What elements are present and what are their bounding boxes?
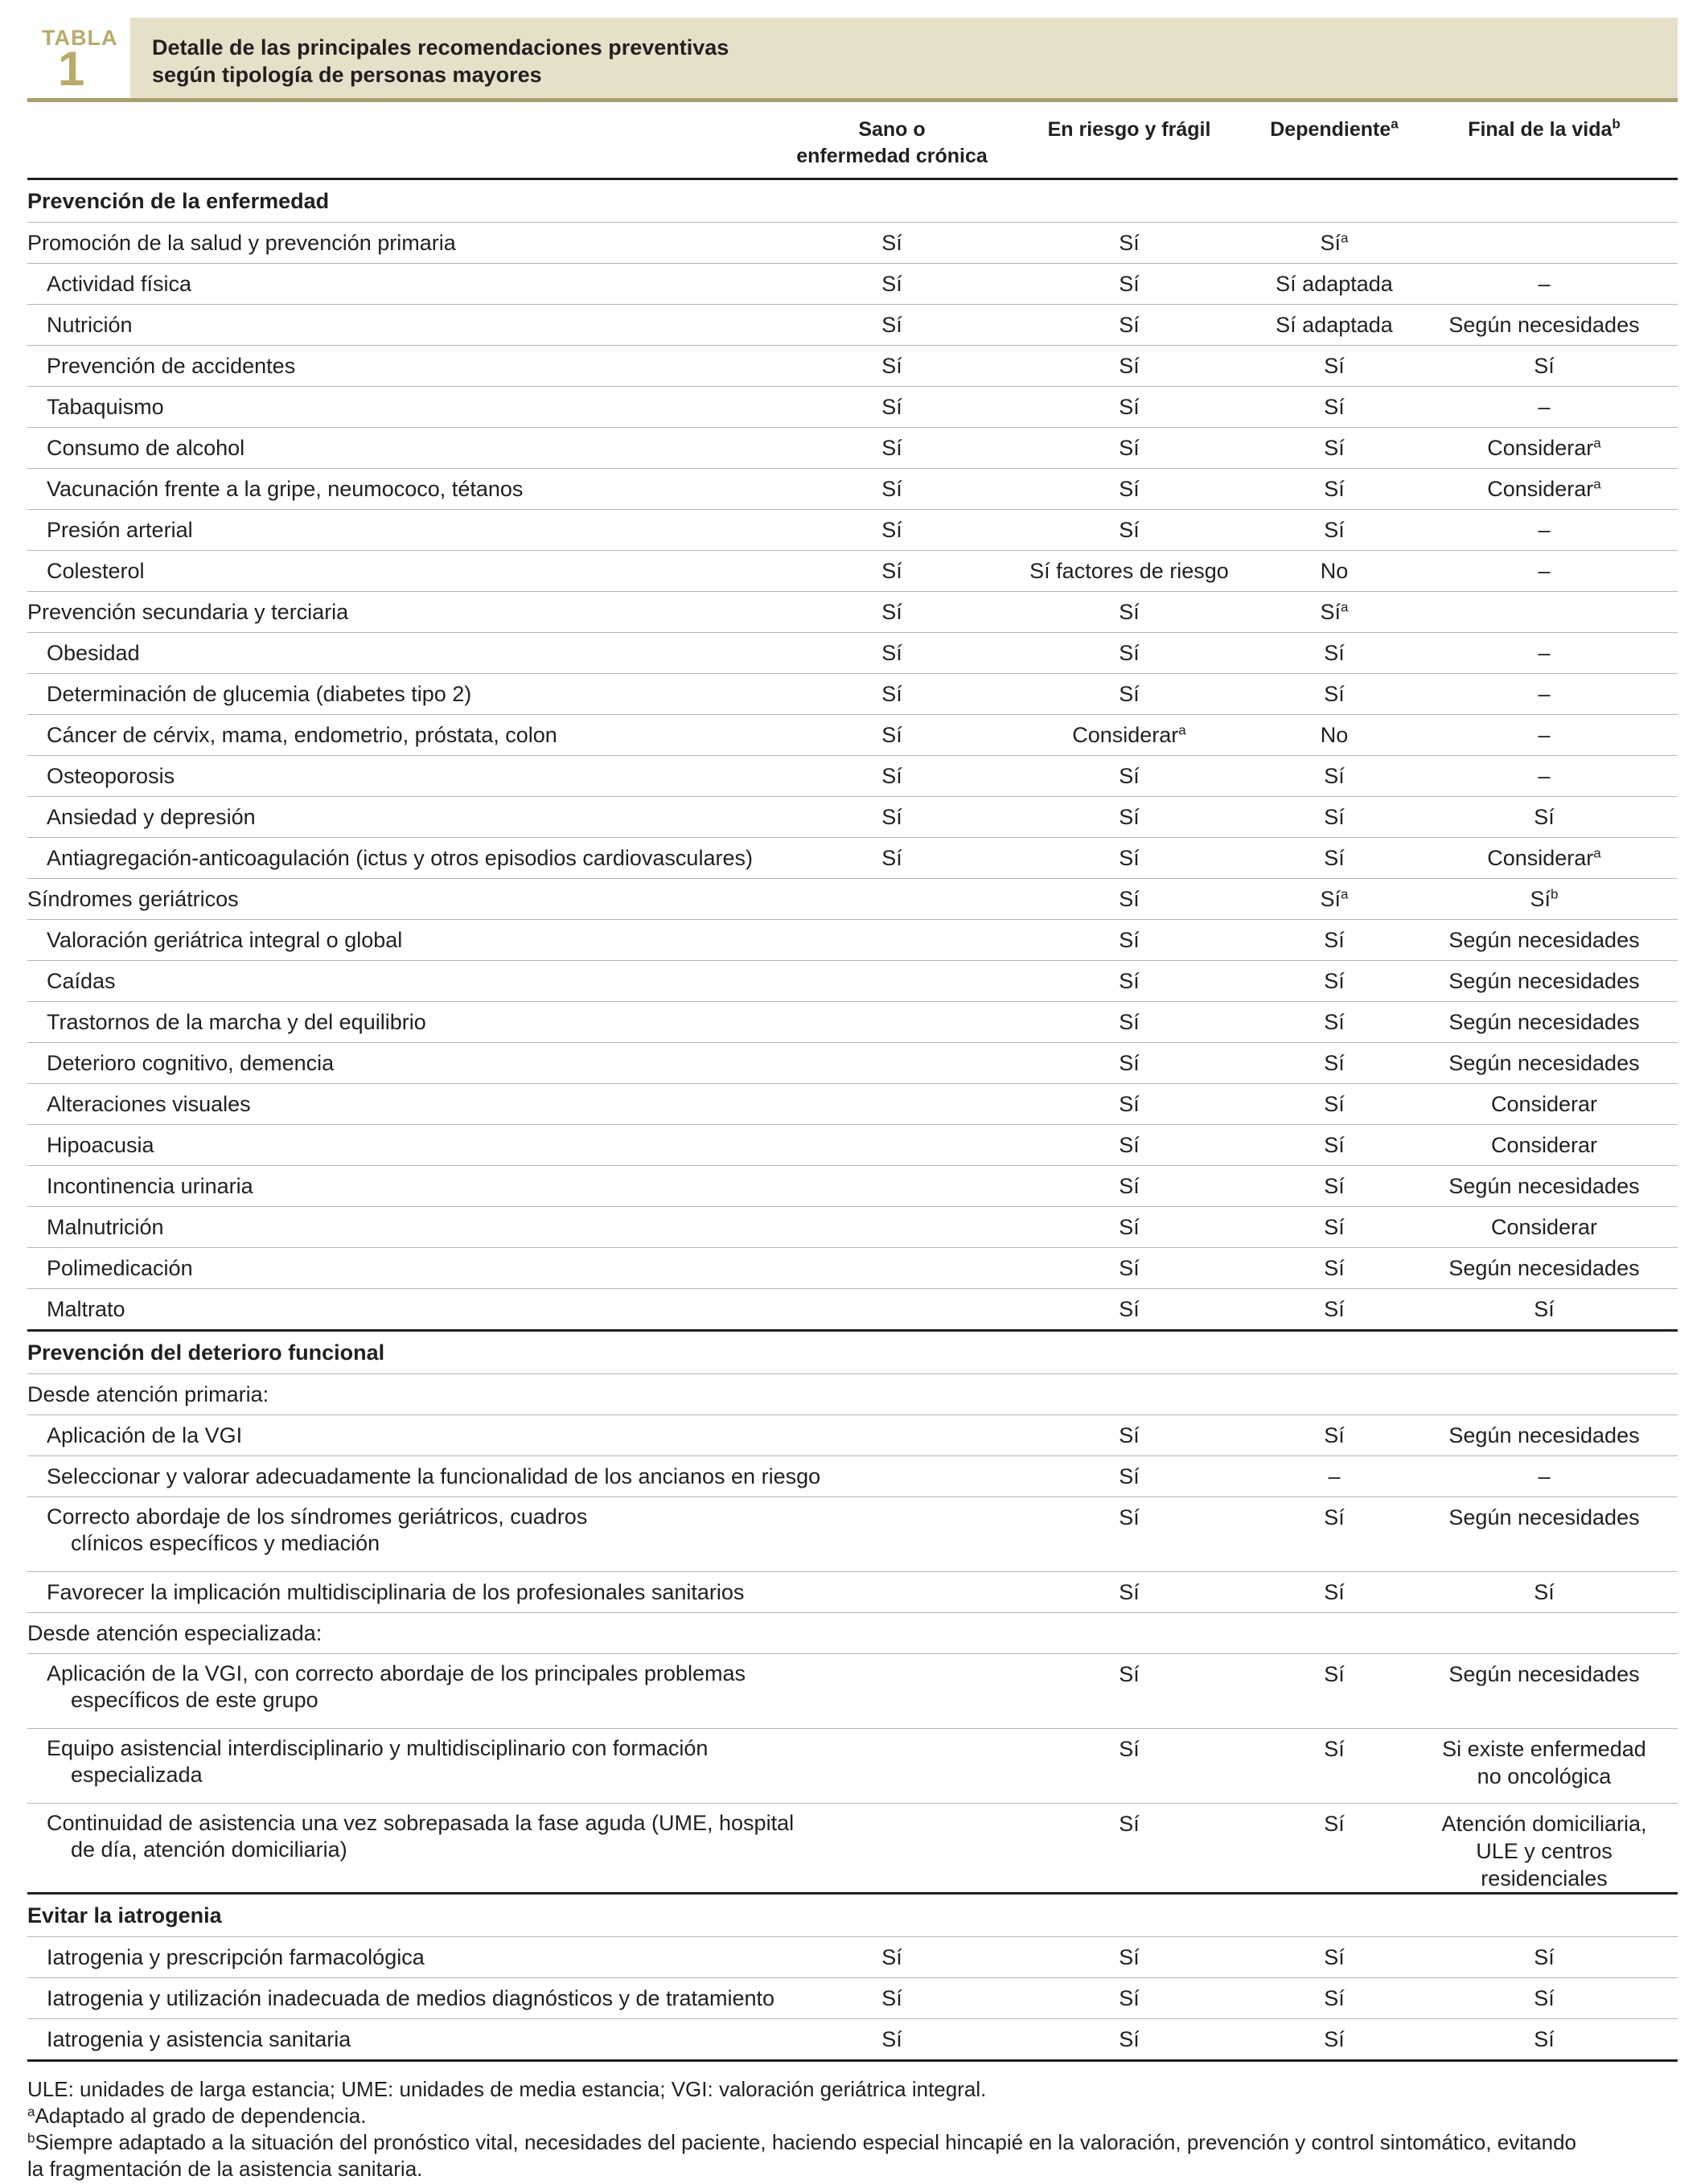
- table-row: [27, 387, 1678, 428]
- row-label: Obesidad: [27, 633, 783, 674]
- cell-dependiente: Sí: [1258, 469, 1411, 510]
- cell-riesgo: Sí: [1000, 1654, 1258, 1729]
- cell-riesgo: Sí: [1000, 469, 1258, 510]
- cell-final: Según necesidades: [1411, 1654, 1678, 1729]
- row-label: Equipo asistencial interdisciplinario y multidisciplinario con formación especializada: [27, 1729, 783, 1804]
- cell-sano: [783, 961, 1000, 1002]
- cell-dependiente: $Sí^a$: [1258, 592, 1411, 633]
- cell-sano: Sí: [783, 428, 1000, 469]
- table-row: [27, 264, 1678, 305]
- cell-sano: Sí: [783, 2019, 1000, 2061]
- footnote-a: $^a$Adaptado al grado de dependencia.: [27, 2104, 367, 2128]
- row-label: Caídas: [27, 961, 783, 1002]
- section-row: [27, 179, 1678, 223]
- cell-final: –: [1411, 756, 1678, 797]
- row-label: Iatrogenia y prescripción farmacológica: [27, 1937, 783, 1978]
- cell-riesgo: Sí: [1000, 1456, 1258, 1497]
- row-label: Determinación de glucemia (diabetes tipo 2): [27, 674, 783, 715]
- table-row: [27, 1415, 1678, 1456]
- table-row: [27, 305, 1678, 346]
- cell-final: Considerar$^a$: [1411, 428, 1678, 469]
- table-row: [27, 2019, 1678, 2061]
- table-row: [27, 797, 1678, 838]
- cell-riesgo: Sí: [1000, 592, 1258, 633]
- row-label: Seleccionar y valorar adecuadamente la funcionalidad de los ancianos en riesgo: [27, 1456, 783, 1497]
- row-label: Alteraciones visuales: [27, 1084, 783, 1125]
- cell-final: Sí: [1411, 346, 1678, 387]
- cell-riesgo: Sí factores de riesgo: [1000, 551, 1258, 592]
- cell-dependiente: Sí: [1258, 1572, 1411, 1613]
- cell-riesgo: Sí: [1000, 1166, 1258, 1207]
- cell-riesgo: Sí: [1000, 633, 1258, 674]
- table-row: [27, 838, 1678, 879]
- cell-sano: Sí: [783, 223, 1000, 264]
- cell-dependiente: Sí: [1258, 1415, 1411, 1456]
- row-label: Antiagregación-anticoagulación (ictus y otros episodios cardiovasculares): [27, 838, 783, 879]
- row-label: Polimedicación: [27, 1248, 783, 1289]
- cell-dependiente: Sí: [1258, 1978, 1411, 2019]
- cell-sano: [783, 1804, 1000, 1894]
- row-label: Valoración geriátrica integral o global: [27, 920, 783, 961]
- row-label: Prevención secundaria y terciaria: [27, 592, 783, 633]
- cell-dependiente: Sí: [1258, 633, 1411, 674]
- cell-dependiente: Sí: [1258, 838, 1411, 879]
- row-label: Síndromes geriátricos: [27, 879, 783, 920]
- cell-final: Según necesidades: [1411, 1166, 1678, 1207]
- row-label: Trastornos de la marcha y del equilibrio: [27, 1002, 783, 1043]
- section-row: [27, 1894, 1678, 1937]
- row-label: Iatrogenia y utilización inadecuada de medios diagnósticos y de tratamiento: [27, 1978, 783, 2019]
- cell-dependiente: Sí adaptada: [1258, 264, 1411, 305]
- cell-riesgo: Sí: [1000, 756, 1258, 797]
- cell-final: Según necesidades: [1411, 1415, 1678, 1456]
- cell-dependiente: Sí: [1258, 1043, 1411, 1084]
- cell-riesgo: Sí: [1000, 428, 1258, 469]
- cell-riesgo: Sí: [1000, 879, 1258, 920]
- row-label: Maltrato: [27, 1289, 783, 1331]
- cell-sano: Sí: [783, 715, 1000, 756]
- cell-dependiente: –: [1258, 1456, 1411, 1497]
- footnote-abbreviations: ULE: unidades de larga estancia; UME: unidades de media estancia; VGI: valoración geriátrica integral.: [27, 2077, 987, 2101]
- table-body: [27, 179, 1678, 2061]
- cell-sano: Sí: [783, 797, 1000, 838]
- cell-final: –: [1411, 715, 1678, 756]
- cell-final: Sí: [1411, 797, 1678, 838]
- section-row: [27, 1331, 1678, 1374]
- cell-final: –: [1411, 674, 1678, 715]
- cell-sano: [783, 1497, 1000, 1572]
- row-label: Continuidad de asistencia una vez sobrepasada la fase aguda (UME, hospital de día, atención domiciliaria): [27, 1804, 783, 1894]
- table-row: [27, 961, 1678, 1002]
- cell-dependiente: Sí: [1258, 1937, 1411, 1978]
- cell-sano: [783, 1125, 1000, 1166]
- cell-riesgo: Sí: [1000, 797, 1258, 838]
- cell-sano: [783, 1043, 1000, 1084]
- table-row: [27, 633, 1678, 674]
- cell-dependiente: Sí: [1258, 756, 1411, 797]
- cell-dependiente: No: [1258, 551, 1411, 592]
- cell-dependiente: No: [1258, 715, 1411, 756]
- cell-sano: [783, 1207, 1000, 1248]
- row-label: Aplicación de la VGI: [27, 1415, 783, 1456]
- cell-riesgo: Sí: [1000, 1497, 1258, 1572]
- subsection-title: Desde atención especializada:: [27, 1613, 1678, 1654]
- cell-riesgo: Sí: [1000, 1125, 1258, 1166]
- cell-dependiente: Sí: [1258, 1804, 1411, 1894]
- cell-dependiente: Sí: [1258, 1729, 1411, 1804]
- cell-dependiente: Sí: [1258, 797, 1411, 838]
- cell-dependiente: Sí: [1258, 920, 1411, 961]
- cell-dependiente: Sí adaptada: [1258, 305, 1411, 346]
- cell-sano: [783, 1166, 1000, 1207]
- cell-sano: [783, 1729, 1000, 1804]
- table-title-line-2: según tipología de personas mayores: [152, 63, 542, 87]
- row-label: Incontinencia urinaria: [27, 1166, 783, 1207]
- table-row: [27, 551, 1678, 592]
- row-label: Hipoacusia: [27, 1125, 783, 1166]
- cell-sano: Sí: [783, 305, 1000, 346]
- cell-final: Según necesidades: [1411, 1497, 1678, 1572]
- cell-riesgo: Sí: [1000, 1729, 1258, 1804]
- cell-sano: [783, 1654, 1000, 1729]
- cell-dependiente: Sí: [1258, 1497, 1411, 1572]
- cell-final: Considerar: [1411, 1125, 1678, 1166]
- table-row: [27, 1804, 1678, 1894]
- cell-sano: [783, 1248, 1000, 1289]
- cell-dependiente: Sí: [1258, 1207, 1411, 1248]
- table-row: [27, 1248, 1678, 1289]
- table-label-number: 1: [58, 42, 85, 96]
- cell-riesgo: Sí: [1000, 1248, 1258, 1289]
- cell-final: Según necesidades: [1411, 961, 1678, 1002]
- cell-final: Sí: [1411, 1937, 1678, 1978]
- table-row: [27, 674, 1678, 715]
- cell-final: –: [1411, 510, 1678, 551]
- cell-sano: Sí: [783, 469, 1000, 510]
- table-title-line-1: Detalle de las principales recomendaciones preventivas: [152, 35, 729, 60]
- row-label: Consumo de alcohol: [27, 428, 783, 469]
- cell-dependiente: Sí: [1258, 961, 1411, 1002]
- section-title: Prevención del deterioro funcional: [27, 1331, 1678, 1374]
- table-row: [27, 1289, 1678, 1331]
- row-label: Vacunación frente a la gripe, neumococo, tétanos: [27, 469, 783, 510]
- cell-dependiente: Sí: [1258, 1248, 1411, 1289]
- cell-riesgo: Sí: [1000, 264, 1258, 305]
- row-label: Aplicación de la VGI, con correcto abordaje de los principales problemas específicos de este grupo: [27, 1654, 783, 1729]
- cell-riesgo: Sí: [1000, 305, 1258, 346]
- cell-riesgo: Sí: [1000, 1289, 1258, 1331]
- row-label: Ansiedad y depresión: [27, 797, 783, 838]
- cell-riesgo: Sí: [1000, 920, 1258, 961]
- table-row: [27, 1654, 1678, 1729]
- row-label: Cáncer de cérvix, mama, endometrio, próstata, colon: [27, 715, 783, 756]
- cell-dependiente: Sí: [1258, 1002, 1411, 1043]
- cell-riesgo: Sí: [1000, 674, 1258, 715]
- table-row: [27, 920, 1678, 961]
- row-label: Malnutrición: [27, 1207, 783, 1248]
- cell-dependiente: Sí: [1258, 1166, 1411, 1207]
- table-row: [27, 346, 1678, 387]
- cell-final: –: [1411, 1456, 1678, 1497]
- cell-final: Considerar$^a$: [1411, 469, 1678, 510]
- cell-final: Según necesidades: [1411, 920, 1678, 961]
- row-label: Colesterol: [27, 551, 783, 592]
- cell-dependiente: Sí: [1258, 510, 1411, 551]
- cell-sano: Sí: [783, 674, 1000, 715]
- table-row: [27, 1084, 1678, 1125]
- table-row: [27, 756, 1678, 797]
- table-row: [27, 1043, 1678, 1084]
- cell-sano: Sí: [783, 838, 1000, 879]
- cell-riesgo: Sí: [1000, 838, 1258, 879]
- subsection-title: Desde atención primaria:: [27, 1374, 1678, 1415]
- table-row: [27, 1125, 1678, 1166]
- row-label: Iatrogenia y asistencia sanitaria: [27, 2019, 783, 2061]
- row-label: Tabaquismo: [27, 387, 783, 428]
- cell-final: $Sí^b$: [1411, 879, 1678, 920]
- cell-final: Atención domiciliaria, ULE y centros residenciales: [1411, 1804, 1678, 1894]
- table-row: [27, 1002, 1678, 1043]
- cell-dependiente: Sí: [1258, 1084, 1411, 1125]
- cell-dependiente: $Sí^a$: [1258, 879, 1411, 920]
- table-row: [27, 1978, 1678, 2019]
- cell-sano: Sí: [783, 1978, 1000, 2019]
- table-row: [27, 469, 1678, 510]
- cell-sano: [783, 1289, 1000, 1331]
- table-page: [27, 18, 1678, 2182]
- cell-final: Si existe enfermedad no oncológica: [1411, 1729, 1678, 1804]
- table-row: [27, 879, 1678, 920]
- cell-sano: Sí: [783, 551, 1000, 592]
- cell-final: [1411, 592, 1678, 633]
- header-riesgo: En riesgo y frágil: [1000, 110, 1258, 179]
- cell-final: Sí: [1411, 1978, 1678, 2019]
- footnote-b-continued: la fragmentación de la asistencia sanitaria.: [27, 2157, 423, 2181]
- header-item: [27, 110, 783, 179]
- cell-final: Considerar$^a$: [1411, 838, 1678, 879]
- row-label: Promoción de la salud y prevención primaria: [27, 223, 783, 264]
- table-row: [27, 428, 1678, 469]
- cell-dependiente: Sí: [1258, 2019, 1411, 2061]
- cell-sano: Sí: [783, 387, 1000, 428]
- cell-dependiente: Sí: [1258, 428, 1411, 469]
- table-row: [27, 592, 1678, 633]
- cell-final: Sí: [1411, 1572, 1678, 1613]
- cell-final: Sí: [1411, 2019, 1678, 2061]
- row-label: Osteoporosis: [27, 756, 783, 797]
- table-row: [27, 1374, 1678, 1415]
- cell-final: –: [1411, 551, 1678, 592]
- cell-sano: Sí: [783, 1937, 1000, 1978]
- cell-final: Considerar: [1411, 1084, 1678, 1125]
- cell-riesgo: Sí: [1000, 1415, 1258, 1456]
- row-label: Prevención de accidentes: [27, 346, 783, 387]
- cell-dependiente: Sí: [1258, 387, 1411, 428]
- table-label-word: TABLA: [42, 26, 118, 50]
- cell-final: –: [1411, 264, 1678, 305]
- cell-sano: [783, 920, 1000, 961]
- cell-final: –: [1411, 387, 1678, 428]
- cell-riesgo: Sí: [1000, 1804, 1258, 1894]
- cell-sano: Sí: [783, 510, 1000, 551]
- cell-final: Según necesidades: [1411, 1043, 1678, 1084]
- row-label: Favorecer la implicación multidisciplinaria de los profesionales sanitarios: [27, 1572, 783, 1613]
- table-row: [27, 510, 1678, 551]
- cell-riesgo: Sí: [1000, 1937, 1258, 1978]
- table-row: [27, 1456, 1678, 1497]
- cell-final: Según necesidades: [1411, 1002, 1678, 1043]
- cell-sano: Sí: [783, 592, 1000, 633]
- header-dependiente: Dependiente$^a$: [1258, 110, 1411, 179]
- cell-dependiente: Sí: [1258, 1289, 1411, 1331]
- cell-riesgo: Sí: [1000, 1207, 1258, 1248]
- table-row: [27, 715, 1678, 756]
- row-label: Deterioro cognitivo, demencia: [27, 1043, 783, 1084]
- header-sano-line-1: Sano o: [858, 118, 926, 141]
- cell-sano: [783, 1002, 1000, 1043]
- cell-final: [1411, 223, 1678, 264]
- cell-final: –: [1411, 633, 1678, 674]
- table-title: [152, 34, 729, 88]
- cell-riesgo: Sí: [1000, 961, 1258, 1002]
- cell-riesgo: Sí: [1000, 1978, 1258, 2019]
- table-row: [27, 1572, 1678, 1613]
- recommendations-table: [27, 110, 1678, 2062]
- cell-sano: Sí: [783, 633, 1000, 674]
- row-label: Nutrición: [27, 305, 783, 346]
- table-label: [27, 18, 130, 98]
- section-title: Prevención de la enfermedad: [27, 179, 1678, 223]
- table-row: [27, 1613, 1678, 1654]
- table-row: [27, 1497, 1678, 1572]
- cell-sano: [783, 879, 1000, 920]
- table-row: [27, 1207, 1678, 1248]
- header-sano-line-2: enfermedad crónica: [796, 145, 988, 167]
- cell-final: Considerar: [1411, 1207, 1678, 1248]
- cell-riesgo: Sí: [1000, 1572, 1258, 1613]
- section-title: Evitar la iatrogenia: [27, 1894, 1678, 1937]
- table-title-band: [27, 18, 1678, 102]
- row-label: Correcto abordaje de los síndromes geriátricos, cuadros clínicos específicos y mediación: [27, 1497, 783, 1572]
- cell-dependiente: $Sí^a$: [1258, 223, 1411, 264]
- header-final: Final de la vida$^b$: [1411, 110, 1678, 179]
- table-footnotes: [27, 2076, 1678, 2182]
- row-label: Actividad física: [27, 264, 783, 305]
- cell-sano: [783, 1084, 1000, 1125]
- table-row: [27, 223, 1678, 264]
- cell-riesgo: Sí: [1000, 223, 1258, 264]
- cell-dependiente: Sí: [1258, 1654, 1411, 1729]
- cell-sano: Sí: [783, 756, 1000, 797]
- cell-riesgo: Sí: [1000, 1043, 1258, 1084]
- header-sano: [783, 110, 1000, 179]
- cell-final: Según necesidades: [1411, 305, 1678, 346]
- table-row: [27, 1166, 1678, 1207]
- cell-sano: Sí: [783, 264, 1000, 305]
- cell-riesgo: Sí: [1000, 1084, 1258, 1125]
- cell-dependiente: Sí: [1258, 346, 1411, 387]
- table-header-row: [27, 110, 1678, 179]
- cell-final: Sí: [1411, 1289, 1678, 1331]
- footnote-b: $^b$Siempre adaptado a la situación del pronóstico vital, necesidades del paciente, haciendo especial hincapié en la valoración, prevención y control sintomático, evitando: [27, 2130, 1576, 2154]
- cell-riesgo: Sí: [1000, 1002, 1258, 1043]
- cell-sano: [783, 1415, 1000, 1456]
- row-label: Presión arterial: [27, 510, 783, 551]
- cell-riesgo: Sí: [1000, 2019, 1258, 2061]
- cell-dependiente: Sí: [1258, 1125, 1411, 1166]
- cell-sano: [783, 1572, 1000, 1613]
- cell-final: Según necesidades: [1411, 1248, 1678, 1289]
- table-row: [27, 1937, 1678, 1978]
- cell-riesgo: Considerar$^a$: [1000, 715, 1258, 756]
- cell-riesgo: Sí: [1000, 346, 1258, 387]
- cell-dependiente: Sí: [1258, 674, 1411, 715]
- cell-riesgo: Sí: [1000, 510, 1258, 551]
- table-row: [27, 1729, 1678, 1804]
- cell-riesgo: Sí: [1000, 387, 1258, 428]
- cell-sano: Sí: [783, 346, 1000, 387]
